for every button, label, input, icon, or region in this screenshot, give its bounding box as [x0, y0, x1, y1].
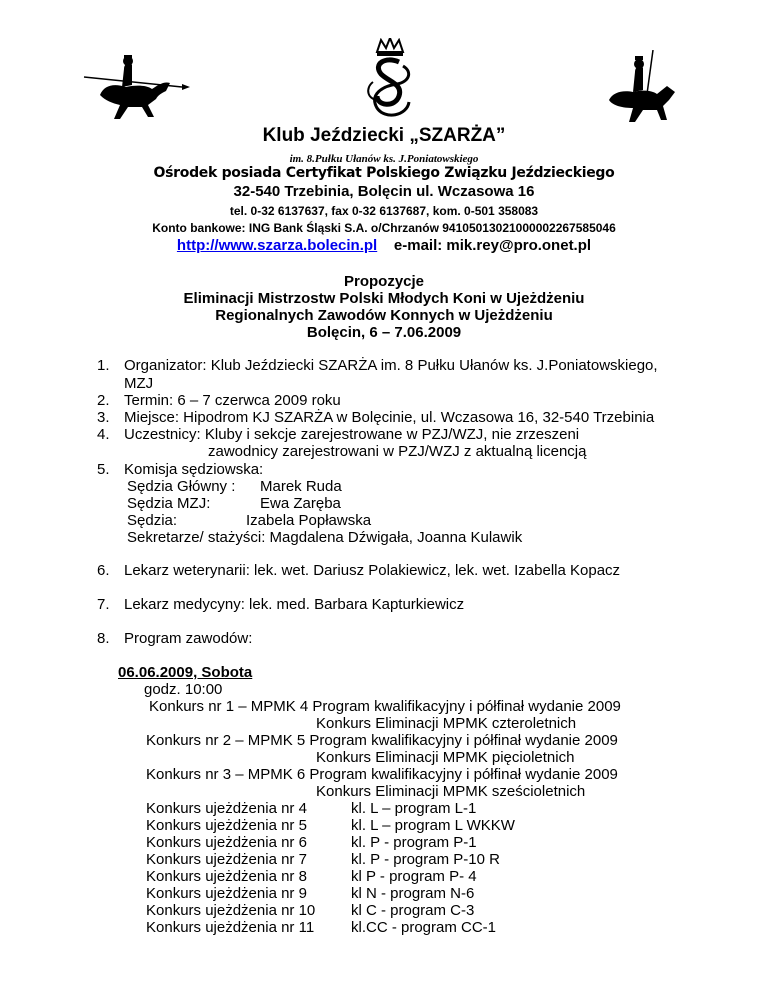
- competition-1-desc: Konkurs Eliminacji MPMK czteroletnich: [316, 715, 577, 732]
- competition-2-desc: Konkurs Eliminacji MPMK pięcioletnich: [316, 749, 575, 766]
- dressage-class: kl. L – program L WKKW: [351, 817, 515, 834]
- dressage-class: kl. P - program P-10 R: [351, 851, 500, 868]
- dressage-class: kl.CC - program CC-1: [351, 919, 497, 936]
- item-program-heading: Program zawodów:: [124, 630, 253, 647]
- dressage-name: Konkurs ujeżdżenia nr 5: [146, 817, 307, 834]
- club-subtitle: im. 8.Pułku Ułanów ks. J.Poniatowskiego: [289, 153, 479, 165]
- judge-role: Sędzia:: [127, 512, 178, 529]
- competition-3: Konkurs nr 3 – MPMK 6 Program kwalifikacyjny i półfinał wydanie 2009: [146, 766, 618, 783]
- competition-1: Konkurs nr 1 – MPMK 4 Program kwalifikacyjny i półfinał wydanie 2009: [149, 698, 621, 715]
- judge-name: Izabela Popławska: [246, 512, 372, 529]
- certificate-line: Ośrodek posiada Certyfikat Polskiego Związku Jeździeckiego: [153, 165, 615, 181]
- item-number: 3.: [97, 409, 110, 426]
- item-number: 1.: [97, 357, 110, 374]
- dressage-name: Konkurs ujeżdżenia nr 9: [146, 885, 307, 902]
- dressage-name: Konkurs ujeżdżenia nr 10: [146, 902, 316, 919]
- item-judges-heading: Komisja sędziowska:: [124, 461, 264, 478]
- item-number: 2.: [97, 392, 110, 409]
- judge-name: Marek Ruda: [260, 478, 342, 495]
- dressage-name: Konkurs ujeżdżenia nr 6: [146, 834, 307, 851]
- item-number: 7.: [97, 596, 110, 613]
- dressage-name: Konkurs ujeżdżenia nr 7: [146, 851, 307, 868]
- item-term: Termin: 6 – 7 czerwca 2009 roku: [124, 392, 341, 409]
- dressage-class: kl P - program P- 4: [351, 868, 477, 885]
- dressage-class: kl. P - program P-1: [351, 834, 477, 851]
- item-participants: Uczestnicy: Kluby i sekcje zarejestrowane w PZJ/WZJ, nie zrzeszeni: [124, 426, 580, 443]
- heading-propozycje: Propozycje: [343, 273, 425, 290]
- judge-role: Sędzia Główny :: [127, 478, 236, 495]
- dressage-class: kl. L – program L-1: [351, 800, 477, 817]
- item-participants-cont: zawodnicy zarejestrowani w PZJ/WZJ z aktualną licencją: [208, 443, 587, 460]
- dressage-class: kl N - program N-6: [351, 885, 475, 902]
- email-text: e-mail: mik.rey@pro.onet.pl: [393, 237, 592, 254]
- item-organizer-cont: MZJ: [124, 375, 154, 392]
- dressage-name: Konkurs ujeżdżenia nr 11: [146, 919, 315, 936]
- competition-3-desc: Konkurs Eliminacji MPMK sześcioletnich: [316, 783, 586, 800]
- dressage-name: Konkurs ujeżdżenia nr 8: [146, 868, 307, 885]
- program-day: 06.06.2009, Sobota: [118, 664, 253, 681]
- competition-2: Konkurs nr 2 – MPMK 5 Program kwalifikacyjny i półfinał wydanie 2009: [146, 732, 618, 749]
- contact-line: [0, 237, 768, 254]
- item-number: 4.: [97, 426, 110, 443]
- club-title: Klub Jeździecki „SZARŻA”: [262, 125, 506, 146]
- heading-eliminacji: Eliminacji Mistrzostw Polski Młodych Koni w Ujeżdżeniu: [183, 290, 585, 307]
- bank-account-line: Konto bankowe: ING Bank Śląski S.A. o/Chrzanów 94105013021000002267585046: [152, 221, 616, 235]
- heading-regionalnych: Regionalnych Zawodów Konnych w Ujeżdżeniu: [215, 307, 553, 324]
- judge-role: Sędzia MZJ:: [127, 495, 211, 512]
- dressage-name: Konkurs ujeżdżenia nr 4: [146, 800, 307, 817]
- website-link[interactable]: http://www.szarza.bolecin.pl: [176, 237, 378, 254]
- secretaries-line: Sekretarze/ stażyści: Magdalena Dźwigała, Joanna Kulawik: [127, 529, 523, 546]
- item-number: 8.: [97, 630, 110, 647]
- uhlan-rider-right-logo: [595, 50, 685, 126]
- item-number: 5.: [97, 461, 110, 478]
- item-physician: Lekarz medycyny: lek. med. Barbara Kapturkiewicz: [124, 596, 465, 613]
- address-line: 32-540 Trzebinia, Bolęcin ul. Wczasowa 16: [233, 183, 535, 200]
- phone-line: tel. 0-32 6137637, fax 0-32 6137687, kom. 0-501 358083: [229, 204, 539, 218]
- dressage-class: kl C - program C-3: [351, 902, 475, 919]
- item-veterinarian: Lekarz weterynarii: lek. wet. Dariusz Polakiewicz, lek. wet. Izabella Kopacz: [124, 562, 621, 579]
- item-location: Miejsce: Hipodrom KJ SZARŻA w Bolęcinie, ul. Wczasowa 16, 32-540 Trzebinia: [124, 409, 655, 426]
- uhlan-rider-left-logo: [78, 55, 190, 125]
- item-organizer: Organizator: Klub Jeździecki SZARŻA im. 8 Pułku Ułanów ks. J.Poniatowskiego,: [124, 357, 658, 374]
- program-time: godz. 10:00: [144, 681, 223, 698]
- crown-monogram-logo: [355, 38, 425, 122]
- judge-name: Ewa Zaręba: [260, 495, 341, 512]
- heading-date: Bolęcin, 6 – 7.06.2009: [306, 324, 462, 341]
- item-number: 6.: [97, 562, 110, 579]
